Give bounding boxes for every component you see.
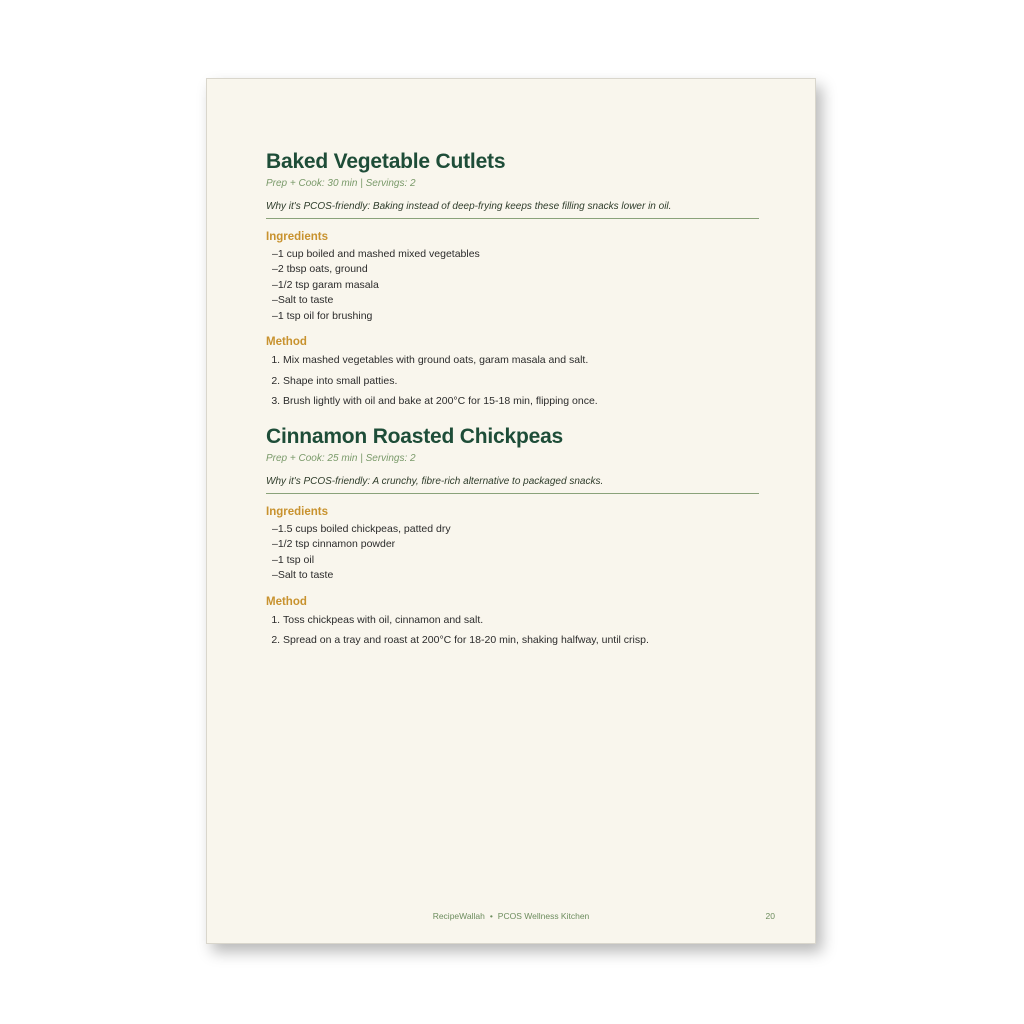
method-heading: Method [266,595,307,608]
footer-separator: • [489,911,493,921]
ingredients-heading: Ingredients [266,231,328,243]
recipe-meta: Prep + Cook: 30 min | Servings: 2 [266,178,416,189]
method-step: 3. Brush lightly with oil and bake at 200°C for 15-18 min, flipping once. [283,394,759,408]
page-content [266,149,759,663]
recipe-title: Baked Vegetable Cutlets [266,150,506,173]
ingredient-item: – 1 tsp oil for brushing [272,309,759,324]
ingredient-item: – 1 cup boiled and mashed mixed vegetables [272,247,759,262]
ingredient-item: – 1 tsp oil [272,553,759,568]
method-step: 2. Shape into small patties. [283,374,759,388]
ingredient-item: – 1/2 tsp cinnamon powder [272,537,759,552]
page-footer [207,911,815,921]
recipe-why-note: Why it's PCOS-friendly: Baking instead of deep-frying keeps these filling snacks lower in oil. [266,200,759,219]
ingredient-item: – Salt to taste [272,568,759,583]
ingredients-list [266,247,759,324]
ingredient-item: – 2 tbsp oats, ground [272,262,759,277]
document-page [206,78,816,944]
recipe-why-note: Why it's PCOS-friendly: A crunchy, fibre-rich alternative to packaged snacks. [266,475,759,494]
ingredient-item: – Salt to taste [272,293,759,308]
method-step: 1. Mix mashed vegetables with ground oats, garam masala and salt. [283,353,759,367]
ingredient-item: – 1/2 tsp garam masala [272,278,759,293]
footer-book-title: PCOS Wellness Kitchen [497,911,590,921]
method-step: 1. Toss chickpeas with oil, cinnamon and salt. [283,613,759,627]
footer-brand: RecipeWallah [432,911,485,921]
recipe-card [266,149,759,408]
method-steps [266,613,759,648]
page-number: 20 [765,911,775,921]
ingredients-heading: Ingredients [266,506,328,519]
ingredients-list [266,522,759,584]
recipe-meta: Prep + Cook: 25 min | Servings: 2 [266,453,416,465]
recipe-card [266,424,759,647]
method-heading: Method [266,336,307,349]
method-step: 2. Spread on a tray and roast at 200°C for 18-20 min, shaking halfway, until crisp. [283,633,759,647]
recipe-title: Cinnamon Roasted Chickpeas [266,425,564,449]
ingredient-item: – 1.5 cups boiled chickpeas, patted dry [272,522,759,537]
method-steps [266,353,759,408]
